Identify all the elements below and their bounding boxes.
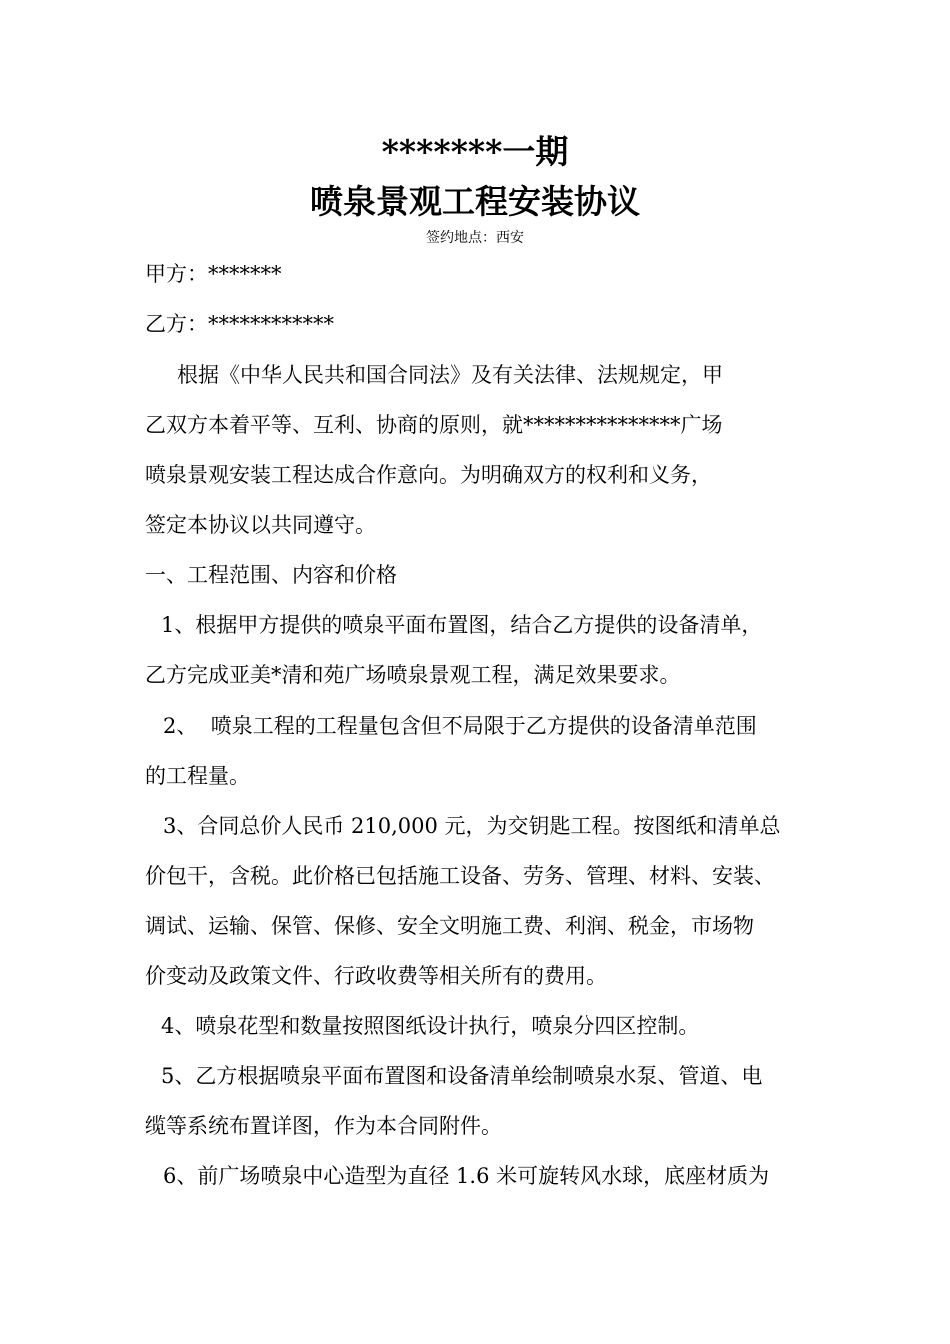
clause-2-line-2: 的工程量。 <box>145 764 250 788</box>
clause-6-line-1: 6、前广场喷泉中心造型为直径 1.6 米可旋转风水球，底座材质为 <box>163 1164 770 1188</box>
section-heading: 一、工程范围、内容和价格 <box>145 563 397 587</box>
intro-line-1: 根据《中华人民共和国合同法》及有关法律、法规规定，甲 <box>177 363 723 387</box>
clause-5-line-2: 缆等系统布置详图，作为本合同附件。 <box>145 1114 502 1138</box>
title-line-1: *******一期 <box>381 132 569 171</box>
signing-place: 签约地点：西安 <box>426 230 524 246</box>
clause-1-line-2: 乙方完成亚美*清和苑广场喷泉景观工程，满足效果要求。 <box>145 663 681 687</box>
clause-1-line-1: 1、根据甲方提供的喷泉平面布置图，结合乙方提供的设备清单， <box>161 613 763 637</box>
clause-3-line-1: 3、合同总价人民币 210,000 元，为交钥匙工程。按图纸和清单总 <box>163 814 781 838</box>
clause-3-line-4: 价变动及政策文件、行政收费等相关所有的费用。 <box>145 964 607 988</box>
intro-line-3: 喷泉景观安装工程达成合作意向。为明确双方的权利和义务， <box>145 463 712 487</box>
clause-4-line-1: 4、喷泉花型和数量按照图纸设计执行，喷泉分四区控制。 <box>161 1014 700 1038</box>
party-b: 乙方：************ <box>145 312 334 336</box>
intro-line-2: 乙双方本着平等、互利、协商的原则，就***************广场 <box>145 413 723 437</box>
clause-3-line-3: 调试、运输、保管、保修、安全文明施工费、利润、税金，市场物 <box>145 914 754 938</box>
title-line-2: 喷泉景观工程安装协议 <box>310 182 640 221</box>
clause-2-line-1: 2、 喷泉工程的工程量包含但不局限于乙方提供的设备清单范围 <box>163 714 757 738</box>
party-a: 甲方：******* <box>145 262 282 286</box>
clause-5-line-1: 5、乙方根据喷泉平面布置图和设备清单绘制喷泉水泵、管道、电 <box>161 1064 763 1088</box>
clause-3-line-2: 价包干，含税。此价格已包括施工设备、劳务、管理、材料、安装、 <box>145 864 775 888</box>
intro-line-4: 签定本协议以共同遵守。 <box>145 513 376 537</box>
